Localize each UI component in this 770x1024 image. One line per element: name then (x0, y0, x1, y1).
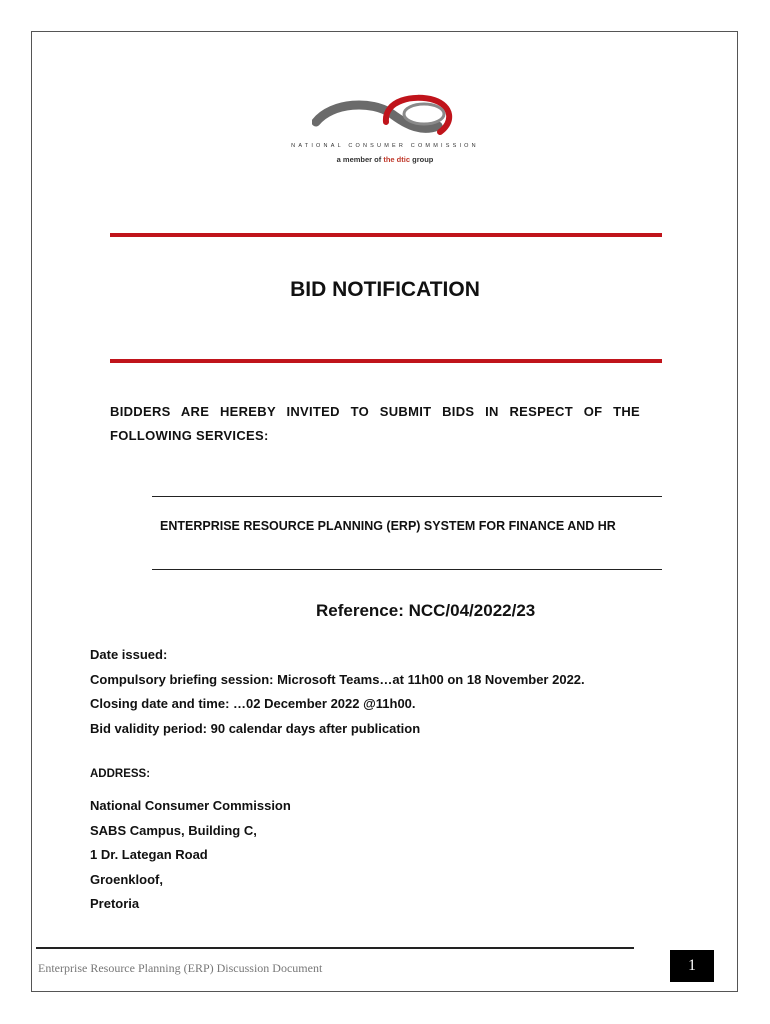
address-line: Pretoria (90, 896, 140, 911)
logo-organisation-name: NATIONAL CONSUMER COMMISSION (291, 143, 479, 149)
logo-member-line (290, 155, 480, 164)
address-block (90, 797, 291, 920)
bid-validity: Bid validity period: 90 calendar days after publication (90, 720, 421, 736)
invitation-text: BIDDERS ARE HEREBY INVITED TO SUBMIT BIDS IN RESPECT OF THE FOLLOWING SERVICES: (110, 404, 640, 443)
service-rule-bottom (152, 569, 662, 570)
address-line: Groenkloof, (90, 871, 163, 887)
title-rule-top (110, 233, 662, 237)
address-line: National Consumer Commission (90, 798, 291, 813)
document-title: BID NOTIFICATION (290, 278, 480, 301)
service-rule-top (152, 496, 662, 497)
ncc-swoosh-icon (312, 92, 458, 142)
footer-rule (36, 947, 634, 949)
logo-member-prefix: a member of (336, 155, 382, 164)
bid-details (90, 646, 585, 744)
reference-number: Reference: NCC/04/2022/23 (316, 601, 536, 620)
address-line: 1 Dr. Lategan Road (90, 847, 208, 862)
logo-member-suffix: group (412, 155, 434, 164)
title-rule-bottom (110, 359, 662, 363)
ncc-logo (290, 92, 480, 172)
address-label: ADDRESS: (90, 768, 151, 780)
closing-date: Closing date and time: …02 December 2022 @11h00. (90, 696, 416, 711)
logo-member-brand: the dtic (383, 155, 411, 164)
date-issued: Date issued: (90, 647, 168, 662)
service-title: ENTERPRISE RESOURCE PLANNING (ERP) SYSTEM FOR FINANCE AND HR (160, 519, 616, 533)
address-line: SABS Campus, Building C, (90, 822, 257, 838)
footer-text: Enterprise Resource Planning (ERP) Discussion Document (38, 961, 323, 975)
page-number: 1 (670, 950, 714, 982)
briefing-session: Compulsory briefing session: Microsoft Teams…at 11h00 on 18 November 2022. (90, 671, 585, 687)
